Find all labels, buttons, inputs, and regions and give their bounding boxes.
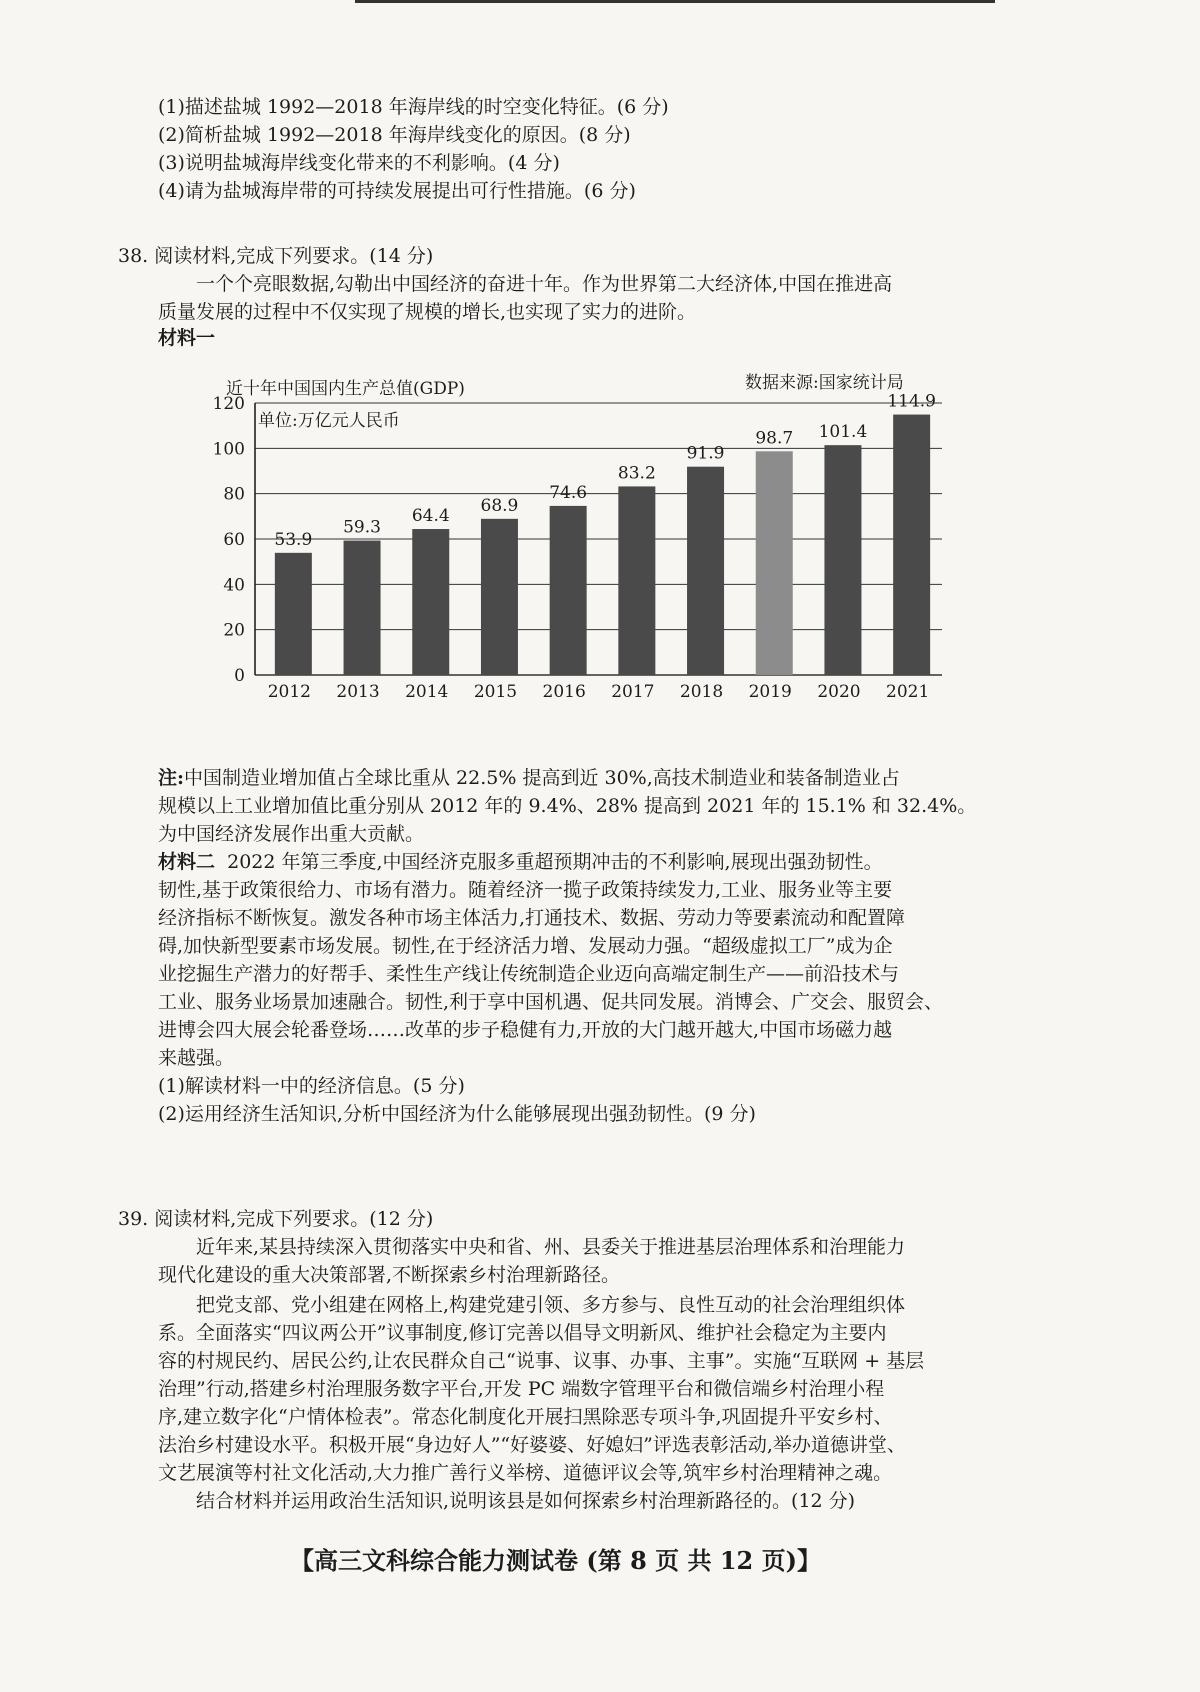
- q39-para2-line-6: 法治乡村建设水平。积极开展“身边好人”“好婆婆、好媳妇”评选表彰活动,举办道德讲堂、: [158, 1434, 906, 1456]
- bar-value-label: 53.9: [274, 529, 313, 550]
- bar-value-label: 83.2: [617, 463, 656, 484]
- bar: [550, 506, 587, 675]
- material-2-label: 材料二: [158, 851, 216, 873]
- bar-value-label: 68.9: [480, 495, 519, 516]
- x-tick-label: 2020: [817, 682, 861, 702]
- x-tick-label: 2012: [267, 682, 311, 702]
- gdp-bar-chart: [212, 372, 1050, 757]
- y-tick-label: 20: [223, 620, 245, 641]
- q39-para2-line-3: 容的村规民约、居民公约,让农民群众自己“说事、议事、办事、主事”。实施“互联网 + 基层: [158, 1350, 925, 1372]
- y-tick-label: 80: [223, 484, 245, 505]
- x-tick-label: 2015: [473, 682, 518, 702]
- bar: [481, 519, 518, 675]
- x-tick-label: 2017: [611, 682, 655, 702]
- material-2-text-1: 2022 年第三季度,中国经济克服多重超预期冲击的不利影响,展现出强劲韧性。: [227, 851, 883, 873]
- bar: [824, 445, 861, 675]
- bar-value-label: 64.4: [411, 506, 450, 527]
- q39-para1-line-2: 现代化建设的重大决策部署,不断探索乡村治理新路径。: [158, 1264, 621, 1286]
- material-2-line-8: 来越强。: [158, 1047, 235, 1069]
- bar-value-label: 59.3: [343, 517, 381, 538]
- y-tick-label: 120: [212, 394, 245, 414]
- prev-item-3: (3)说明盐城海岸线变化带来的不利影响。(4 分): [158, 152, 560, 174]
- q38-intro-line-1: 一个个亮眼数据,勾勒出中国经济的奋进十年。作为世界第二大经济体,中国在推进高: [196, 273, 893, 295]
- material-2-line-4: 碍,加快新型要素市场发展。韧性,在于经济活力增、发展动力强。“超级虚拟工厂”成为企: [158, 935, 893, 957]
- bar-value-label: 114.9: [887, 391, 936, 412]
- y-tick-label: 40: [223, 575, 245, 596]
- bar: [893, 415, 930, 675]
- q39-para2-line-5: 序,建立数字化“户情体检表”。常态化制度化开展扫黑除恶专项斗争,巩固提升平安乡村、: [158, 1406, 893, 1428]
- material-2-line-2: 韧性,基于政策很给力、市场有潜力。随着经济一揽子政策持续发力,工业、服务业等主要: [158, 879, 893, 901]
- y-tick-label: 100: [212, 439, 245, 460]
- note-line-1: [158, 765, 900, 792]
- q39-para2-line-7: 文艺展演等村社文化活动,大力推广善行义举榜、道德评议会等,筑牢乡村治理精神之魂。: [158, 1462, 893, 1484]
- x-tick-label: 2014: [405, 682, 449, 702]
- note-line-2: 规模以上工业增加值比重分别从 2012 年的 9.4%、28% 提高到 2021 年的 15.1% 和 32.4%。: [158, 795, 977, 817]
- q38-question-2: (2)运用经济生活知识,分析中国经济为什么能够展现出强劲韧性。(9 分): [158, 1103, 756, 1125]
- chart-source: 数据来源:国家统计局: [745, 373, 904, 393]
- bar-value-label: 98.7: [755, 428, 794, 449]
- bar: [687, 467, 724, 675]
- bar: [618, 486, 655, 675]
- material-2-line-5: 业挖掘生产潜力的好帮手、柔性生产线让传统制造企业迈向高端定制生产——前沿技术与: [158, 963, 900, 985]
- bar-value-label: 74.6: [549, 482, 588, 503]
- bar-value-label: 91.9: [686, 443, 725, 464]
- bar: [275, 553, 312, 675]
- q38-intro-line-2: 质量发展的过程中不仅实现了规模的增长,也实现了实力的进阶。: [158, 301, 697, 323]
- x-tick-label: 2021: [886, 682, 930, 702]
- prev-item-4: (4)请为盐城海岸带的可持续发展提出可行性措施。(6 分): [158, 180, 636, 202]
- note-text-1: 中国制造业增加值占全球比重从 22.5% 提高到近 30%,高技术制造业和装备制造业占: [184, 767, 900, 789]
- material-2-line-6: 工业、服务业场景加速融合。韧性,利于享中国机遇、促共同发展。消博会、广交会、服贸会、: [158, 991, 944, 1013]
- bar: [412, 529, 449, 675]
- bar: [344, 541, 381, 675]
- y-tick-label: 60: [223, 530, 245, 550]
- x-tick-label: 2016: [542, 682, 586, 702]
- note-line-3: 为中国经济发展作出重大贡献。: [158, 823, 425, 845]
- chart-title: 近十年中国国内生产总值(GDP): [226, 379, 465, 399]
- gdp-chart-svg: [212, 372, 1050, 757]
- material-2-line-7: 进博会四大展会轮番登场……改革的步子稳健有力,开放的大门越开越大,中国市场磁力越: [158, 1019, 893, 1041]
- x-tick-label: 2018: [679, 682, 724, 702]
- prev-item-1: (1)描述盐城 1992—2018 年海岸线的时空变化特征。(6 分): [158, 96, 669, 118]
- q39-para2-line-4: 治理”行动,搭建乡村治理服务数字平台,开发 PC 端数字管理平台和微信端乡村治理小程: [158, 1378, 885, 1400]
- top-border-line: [355, 0, 995, 3]
- note-label: 注:: [158, 767, 185, 789]
- material-2-line-3: 经济指标不断恢复。激发各种市场主体活力,打通技术、数据、劳动力等要素流动和配置障: [158, 907, 906, 929]
- q39-heading: 39. 阅读材料,完成下列要求。(12 分): [118, 1208, 434, 1230]
- bar: [756, 451, 793, 675]
- material-1-label: 材料一: [158, 327, 216, 349]
- q38-question-1: (1)解读材料一中的经济信息。(5 分): [158, 1075, 465, 1097]
- q39-question: 结合材料并运用政治生活知识,说明该县是如何探索乡村治理新路径的。(12 分): [196, 1490, 856, 1512]
- x-tick-label: 2013: [336, 682, 380, 702]
- x-tick-label: 2019: [748, 682, 792, 702]
- material-2-line-1: [158, 849, 883, 876]
- q38-heading: 38. 阅读材料,完成下列要求。(14 分): [118, 245, 434, 267]
- bar-value-label: 101.4: [818, 422, 868, 443]
- page-footer: 【高三文科综合能力测试卷 (第 8 页 共 12 页)】: [290, 1546, 821, 1575]
- q39-para2-line-2: 系。全面落实“四议两公开”议事制度,修订完善以倡导文明新风、维护社会稳定为主要内: [158, 1322, 887, 1344]
- q39-para2-line-1: 把党支部、党小组建在网格上,构建党建引领、多方参与、良性互动的社会治理组织体: [196, 1294, 906, 1316]
- y-tick-label: 0: [234, 666, 245, 686]
- q39-para1-line-1: 近年来,某县持续深入贯彻落实中央和省、州、县委关于推进基层治理体系和治理能力: [196, 1236, 906, 1258]
- prev-item-2: (2)简析盐城 1992—2018 年海岸线变化的原因。(8 分): [158, 124, 631, 146]
- chart-unit-label: 单位:万亿元人民币: [258, 411, 400, 431]
